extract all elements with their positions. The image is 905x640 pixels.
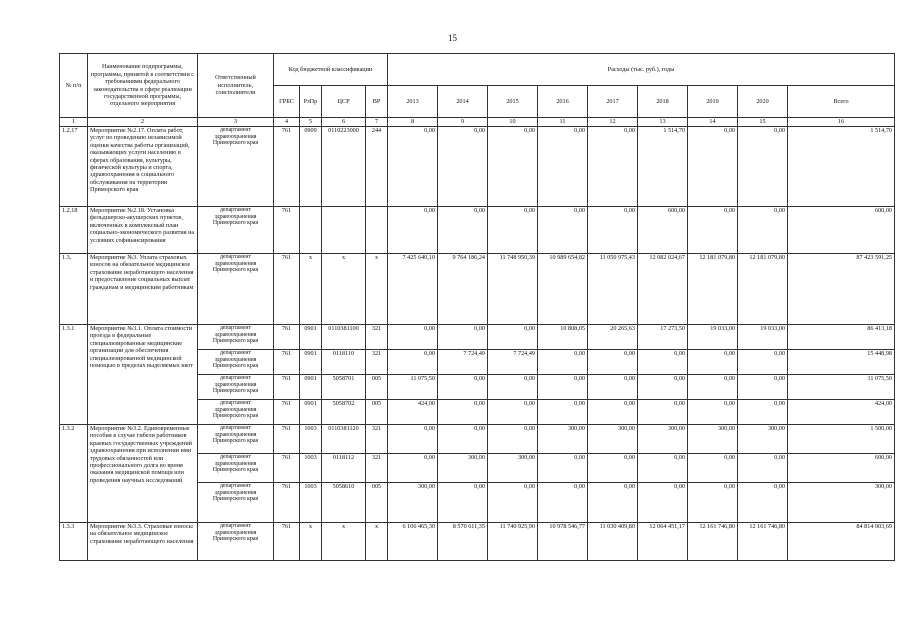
year-value: 300,00 xyxy=(588,425,638,454)
csr-code: 0118112 xyxy=(322,454,366,483)
total-value: 15 448,98 xyxy=(788,350,895,375)
grbs-code: 761 xyxy=(274,375,300,400)
year-value: 0,00 xyxy=(488,375,538,400)
header-total: Всего xyxy=(788,86,895,118)
year-value: 9 764 186,24 xyxy=(438,254,488,325)
row-name: Мероприятие №3. Уплата страховых взносов на обязательное медицинское страхование неработающего населения и предоставление социальных выплат гражданам и медицинским работникам xyxy=(88,254,198,325)
year-value: 0,00 xyxy=(688,350,738,375)
column-number: 13 xyxy=(638,118,688,127)
year-value: 0,00 xyxy=(538,350,588,375)
year-value: 0,00 xyxy=(538,375,588,400)
year-value: 0,00 xyxy=(438,375,488,400)
total-value: 600,00 xyxy=(788,454,895,483)
vr-code: х xyxy=(366,523,388,561)
table-row xyxy=(60,523,895,561)
responsible-department: департамент здравоохранения Приморского края xyxy=(198,454,274,483)
year-value: 12 161 746,80 xyxy=(738,523,788,561)
year-value: 0,00 xyxy=(538,483,588,523)
year-value: 0,00 xyxy=(738,375,788,400)
year-value: 0,00 xyxy=(538,207,588,254)
total-value: 1 514,70 xyxy=(788,127,895,207)
csr-code: 5058702 xyxy=(322,400,366,425)
year-value: 0,00 xyxy=(588,207,638,254)
responsible-department: департамент здравоохранения Приморского края xyxy=(198,325,274,350)
total-value: 11 075,50 xyxy=(788,375,895,400)
year-value: 0,00 xyxy=(638,400,688,425)
vr-code: 321 xyxy=(366,350,388,375)
header-year: 2014 xyxy=(438,86,488,118)
row-number: 1.3.3 xyxy=(60,523,88,561)
grbs-code: 761 xyxy=(274,454,300,483)
column-number: 11 xyxy=(538,118,588,127)
year-value: 7 724,49 xyxy=(438,350,488,375)
year-value: 300,00 xyxy=(388,483,438,523)
year-value: 0,00 xyxy=(488,325,538,350)
column-number: 15 xyxy=(738,118,788,127)
column-number: 7 xyxy=(366,118,388,127)
column-number: 8 xyxy=(388,118,438,127)
csr-code: х xyxy=(322,523,366,561)
grbs-code: 761 xyxy=(274,483,300,523)
column-number: 2 xyxy=(88,118,198,127)
column-number: 9 xyxy=(438,118,488,127)
rzpr-code xyxy=(300,207,322,254)
year-value: 0,00 xyxy=(588,350,638,375)
header-name: Наименование подпрограммы, программы, принятой в соответствии с требованиями федерального законодательства в сфере реализации государственной программы, отдельного мероприятия xyxy=(88,54,198,118)
rzpr-code: 0901 xyxy=(300,350,322,375)
year-value: 0,00 xyxy=(538,454,588,483)
year-value: 0,00 xyxy=(638,350,688,375)
grbs-code: 761 xyxy=(274,523,300,561)
year-value: 0,00 xyxy=(638,454,688,483)
year-value: 300,00 xyxy=(438,454,488,483)
rzpr-code: 1003 xyxy=(300,425,322,454)
column-number: 5 xyxy=(300,118,322,127)
year-value: 0,00 xyxy=(588,454,638,483)
total-value: 600,00 xyxy=(788,207,895,254)
year-value: 10 978 546,77 xyxy=(538,523,588,561)
year-value: 0,00 xyxy=(738,400,788,425)
year-value: 0,00 xyxy=(438,325,488,350)
row-number: 1.2.18 xyxy=(60,207,88,254)
row-number: 1.3.2 xyxy=(60,425,88,523)
table-row xyxy=(60,325,895,350)
header-vr: ВР xyxy=(366,86,388,118)
csr-code: 0110223000 xyxy=(322,127,366,207)
year-value: 0,00 xyxy=(738,207,788,254)
vr-code: 321 xyxy=(366,325,388,350)
header-year: 2016 xyxy=(538,86,588,118)
year-value: 0,00 xyxy=(638,483,688,523)
year-value: 19 033,00 xyxy=(688,325,738,350)
responsible-department: департамент здравоохранения Приморского края xyxy=(198,375,274,400)
total-value: 84 814 903,69 xyxy=(788,523,895,561)
year-value: 0,00 xyxy=(488,483,538,523)
column-number: 14 xyxy=(688,118,738,127)
total-value: 300,00 xyxy=(788,483,895,523)
year-value: 300,00 xyxy=(488,454,538,483)
year-value: 0,00 xyxy=(438,400,488,425)
year-value: 300,00 xyxy=(638,425,688,454)
year-value: 0,00 xyxy=(738,350,788,375)
year-value: 0,00 xyxy=(588,483,638,523)
year-value: 12 181 079,80 xyxy=(688,254,738,325)
year-value: 11 748 950,39 xyxy=(488,254,538,325)
year-value: 1 514,70 xyxy=(638,127,688,207)
column-number: 6 xyxy=(322,118,366,127)
responsible-department: департамент здравоохранения Приморского края xyxy=(198,400,274,425)
csr-code xyxy=(322,207,366,254)
rzpr-code: 0901 xyxy=(300,325,322,350)
header-grbs: ГРБС xyxy=(274,86,300,118)
column-number: 12 xyxy=(588,118,638,127)
year-value: 424,00 xyxy=(388,400,438,425)
table-row xyxy=(60,254,895,325)
total-value: 86 413,18 xyxy=(788,325,895,350)
year-value: 0,00 xyxy=(588,127,638,207)
year-value: 0,00 xyxy=(688,483,738,523)
header-rzpr: РзПр xyxy=(300,86,322,118)
year-value: 12 181 079,80 xyxy=(738,254,788,325)
year-value: 10 808,05 xyxy=(538,325,588,350)
year-value: 0,00 xyxy=(688,127,738,207)
vr-code: 005 xyxy=(366,483,388,523)
rzpr-code: х xyxy=(300,523,322,561)
row-name: Мероприятие №2.17. Оплата работ, услуг по проведению независимой оценки качества работы организаций, оказывающих услуги населению в сферах образования, культуры, физической культуры и спорта, здравоохранения и социального обслуживания на территории Приморского края xyxy=(88,127,198,207)
row-name: Мероприятие №3.3. Страховые взносы на обязательное медицинское страхование неработающего населения xyxy=(88,523,198,561)
csr-code: 0110381120 xyxy=(322,425,366,454)
rzpr-code: 1003 xyxy=(300,454,322,483)
column-number: 4 xyxy=(274,118,300,127)
csr-code: 5058701 xyxy=(322,375,366,400)
header-num: № п/п xyxy=(60,54,88,118)
year-value: 7 425 640,10 xyxy=(388,254,438,325)
year-value: 0,00 xyxy=(488,400,538,425)
table-row xyxy=(60,127,895,207)
grbs-code: 761 xyxy=(274,350,300,375)
rzpr-code: 0909 xyxy=(300,127,322,207)
csr-code: 5058610 xyxy=(322,483,366,523)
year-value: 0,00 xyxy=(488,127,538,207)
year-value: 0,00 xyxy=(438,483,488,523)
year-value: 17 273,50 xyxy=(638,325,688,350)
year-value: 0,00 xyxy=(538,400,588,425)
row-name: Мероприятие №3.1. Оплата стоимости проезда в федеральные специализированные медицинские организации для обеспечения специализированной медицинской помощью в пределах выделяемых квот xyxy=(88,325,198,425)
year-value: 7 724,49 xyxy=(488,350,538,375)
budget-table xyxy=(59,53,895,561)
year-value: 0,00 xyxy=(388,350,438,375)
year-value: 10 989 654,82 xyxy=(538,254,588,325)
year-value: 12 161 746,80 xyxy=(688,523,738,561)
responsible-department: департамент здравоохранения Приморского края xyxy=(198,127,274,207)
year-value: 11 030 409,80 xyxy=(588,523,638,561)
vr-code: 321 xyxy=(366,425,388,454)
grbs-code: 761 xyxy=(274,325,300,350)
column-number: 16 xyxy=(788,118,895,127)
year-value: 300,00 xyxy=(688,425,738,454)
year-value: 0,00 xyxy=(438,425,488,454)
header-year: 2018 xyxy=(638,86,688,118)
year-value: 19 033,00 xyxy=(738,325,788,350)
page-number: 15 xyxy=(448,33,457,43)
year-value: 0,00 xyxy=(538,127,588,207)
header-year: 2019 xyxy=(688,86,738,118)
row-number: 1.3. xyxy=(60,254,88,325)
responsible-department: департамент здравоохранения Приморского края xyxy=(198,350,274,375)
grbs-code: 761 xyxy=(274,400,300,425)
year-value: 0,00 xyxy=(688,207,738,254)
year-value: 0,00 xyxy=(388,127,438,207)
header-budget-code: Код бюджетной классификации xyxy=(274,54,388,86)
year-value: 0,00 xyxy=(388,207,438,254)
year-value: 0,00 xyxy=(688,400,738,425)
rzpr-code: 0901 xyxy=(300,375,322,400)
header-year: 2015 xyxy=(488,86,538,118)
total-value: 424,00 xyxy=(788,400,895,425)
total-value: 1 500,00 xyxy=(788,425,895,454)
year-value: 0,00 xyxy=(738,127,788,207)
responsible-department: департамент здравоохранения Приморского края xyxy=(198,254,274,325)
row-number: 1.3.1 xyxy=(60,325,88,425)
vr-code: 005 xyxy=(366,375,388,400)
responsible-department: департамент здравоохранения Приморского края xyxy=(198,207,274,254)
total-value: 87 423 591,25 xyxy=(788,254,895,325)
year-value: 0,00 xyxy=(588,375,638,400)
grbs-code: 761 xyxy=(274,425,300,454)
grbs-code: 761 xyxy=(274,207,300,254)
header-year: 2020 xyxy=(738,86,788,118)
year-value: 0,00 xyxy=(388,325,438,350)
header-responsible: Ответственный исполнитель, соисполнители xyxy=(198,54,274,118)
year-value: 0,00 xyxy=(388,454,438,483)
rzpr-code: х xyxy=(300,254,322,325)
column-number: 10 xyxy=(488,118,538,127)
vr-code: 321 xyxy=(366,454,388,483)
row-name: Мероприятие №2.18. Установка фельдшерско-акушерских пунктов, включенных в комплексный план социально-экономического развития на условиях софинансирования xyxy=(88,207,198,254)
header-year: 2013 xyxy=(388,86,438,118)
header-year: 2017 xyxy=(588,86,638,118)
year-value: 0,00 xyxy=(738,483,788,523)
rzpr-code: 1003 xyxy=(300,483,322,523)
year-value: 600,00 xyxy=(638,207,688,254)
year-value: 12 082 024,67 xyxy=(638,254,688,325)
row-name: Мероприятие №3.2. Единовременные пособия в случае гибели работников краевых государственных учреждений здравоохранения при исполнении ими трудовых обязанностей или профессионального долга во время оказания медицинской помощи или проведения научных исследований xyxy=(88,425,198,523)
vr-code: х xyxy=(366,254,388,325)
year-value: 300,00 xyxy=(738,425,788,454)
row-number: 1.2.17 xyxy=(60,127,88,207)
year-value: 0,00 xyxy=(388,425,438,454)
rzpr-code: 0901 xyxy=(300,400,322,425)
header-csr: ЦСР xyxy=(322,86,366,118)
year-value: 0,00 xyxy=(488,425,538,454)
vr-code xyxy=(366,207,388,254)
year-value: 0,00 xyxy=(438,127,488,207)
year-value: 8 570 611,35 xyxy=(438,523,488,561)
year-value: 0,00 xyxy=(738,454,788,483)
year-value: 0,00 xyxy=(638,375,688,400)
year-value: 11 050 975,43 xyxy=(588,254,638,325)
vr-code: 005 xyxy=(366,400,388,425)
csr-code: 0118110 xyxy=(322,350,366,375)
responsible-department: департамент здравоохранения Приморского края xyxy=(198,523,274,561)
table-row xyxy=(60,425,895,454)
vr-code: 244 xyxy=(366,127,388,207)
year-value: 11 740 925,90 xyxy=(488,523,538,561)
year-value: 12 064 451,17 xyxy=(638,523,688,561)
grbs-code: 761 xyxy=(274,254,300,325)
responsible-department: департамент здравоохранения Приморского края xyxy=(198,425,274,454)
year-value: 0,00 xyxy=(488,207,538,254)
csr-code: 0110381100 xyxy=(322,325,366,350)
year-value: 0,00 xyxy=(588,400,638,425)
year-value: 0,00 xyxy=(438,207,488,254)
grbs-code: 761 xyxy=(274,127,300,207)
year-value: 20 265,63 xyxy=(588,325,638,350)
year-value: 0,00 xyxy=(688,375,738,400)
column-number: 1 xyxy=(60,118,88,127)
header-expenses: Расходы (тыс. руб.), годы xyxy=(388,54,895,86)
year-value: 11 075,50 xyxy=(388,375,438,400)
csr-code: х xyxy=(322,254,366,325)
year-value: 6 106 465,30 xyxy=(388,523,438,561)
column-number: 3 xyxy=(198,118,274,127)
year-value: 0,00 xyxy=(688,454,738,483)
year-value: 300,00 xyxy=(538,425,588,454)
table-row xyxy=(60,207,895,254)
responsible-department: департамент здравоохранения Приморского края xyxy=(198,483,274,523)
